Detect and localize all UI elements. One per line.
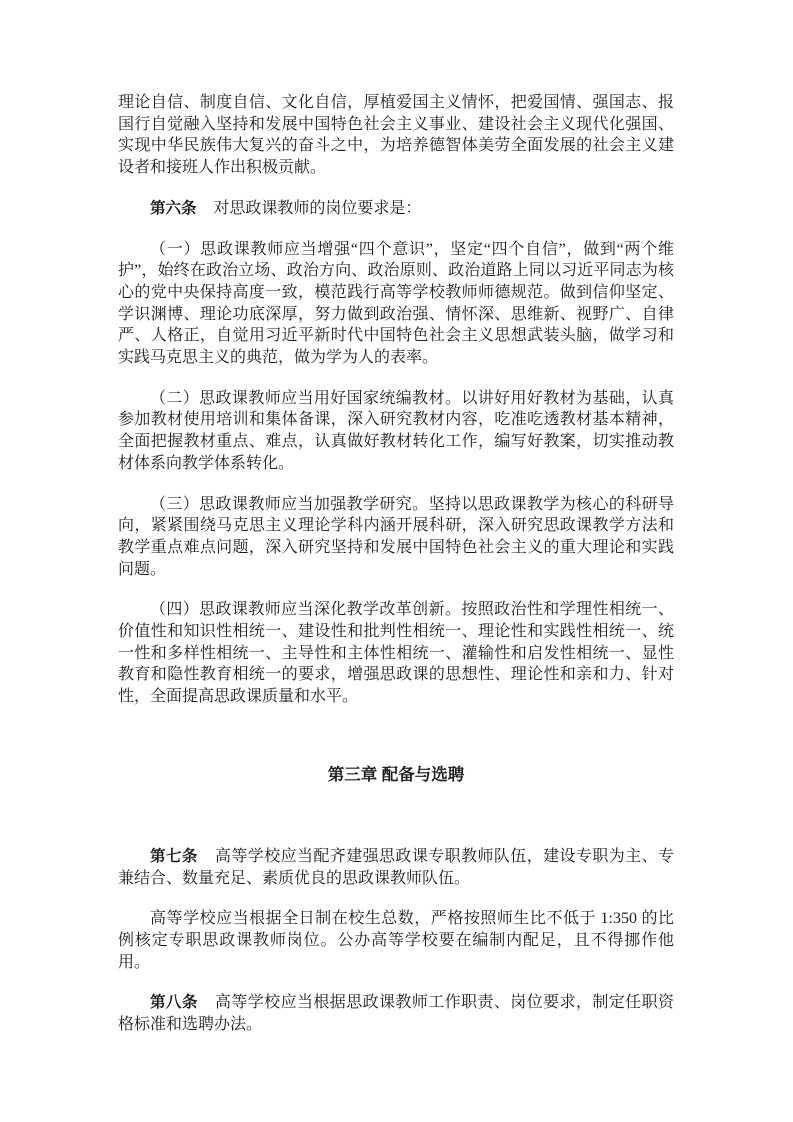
article-paragraph bbox=[118, 846, 674, 889]
article-number-label: 第七条 bbox=[150, 847, 198, 865]
body-paragraph: 理论自信、制度自信、文化自信，厚植爱国主义情怀，把爱国情、强国志、报国行自觉融入坚持和发展中国特色社会主义事业、建设社会主义现代化强国、实现中华民族伟大复兴的奋斗之中，为培养德智体美劳全面发展的社会主义建设者和接班人作出积极贡献。 bbox=[118, 94, 674, 177]
article-text: 高等学校应当根据思政课教师工作职责、岗位要求，制定任职资格标准和选聘办法。 bbox=[118, 994, 674, 1034]
article-text: 对思政课教师的岗位要求是： bbox=[213, 199, 422, 217]
document-content bbox=[118, 92, 674, 1055]
body-paragraph: （二）思政课教师应当用好国家统编教材。以讲好用好教材为基础，认真参加教材使用培训和集体备课，深入研究教材内容，吃准吃透教材基本精神，全面把握教材重点、难点，认真做好教材转化工作，编写好教案，切实推动教材体系向教学体系转化。 bbox=[118, 389, 674, 472]
article-paragraph bbox=[118, 198, 674, 220]
article-text: 高等学校应当配齐建强思政课专职教师队伍，建设专职为主、专兼结合、数量充足、素质优良的思政课教师队伍。 bbox=[118, 847, 674, 887]
article-number-label: 第六条 bbox=[150, 199, 197, 217]
body-paragraph: （三）思政课教师应当加强教学研究。坚持以思政课教学为核心的科研导向，紧紧围绕马克思主义理论学科内涵开展科研，深入研究思政课教学方法和教学重点难点问题，深入研究坚持和发展中国特色社会主义的重大理论和实践问题。 bbox=[118, 495, 674, 578]
body-paragraph: 高等学校应当根据全日制在校生总数，严格按照师生比不低于 1:350 的比例核定专职思政课教师岗位。公办高等学校要在编制内配足，且不得挪作他用。 bbox=[118, 910, 674, 971]
article-paragraph bbox=[118, 992, 674, 1035]
body-paragraph: （一）思政课教师应当增强“四个意识”，坚定“四个自信”，做到“两个维护”，始终在政治立场、政治方向、政治原则、政治道路上同以习近平同志为核心的党中央保持高度一致，模范践行高等学校教师师德规范。做到信仰坚定、学识渊博、理论功底深厚，努力做到政治强、情怀深、思维新、视野广、自律严、人格正，自觉用习近平新时代中国特色社会主义思想武装头脑，做学习和实践马克思主义的典范，做为学为人的表率。 bbox=[118, 240, 674, 367]
article-number-label: 第八条 bbox=[150, 994, 198, 1012]
chapter-heading: 第三章 配备与选聘 bbox=[327, 765, 465, 784]
body-paragraph: （四）思政课教师应当深化教学改革创新。按照政治性和学理性相统一、价值性和知识性相统一、建设性和批判性相统一、理论性和实践性相统一、统一性和多样性相统一、主导性和主体性相统一、灌输性和启发性相统一、显性教育和隐性教育相统一的要求，增强思政课的思想性、理论性和亲和力、针对性，全面提高思政课质量和水平。 bbox=[118, 601, 674, 706]
